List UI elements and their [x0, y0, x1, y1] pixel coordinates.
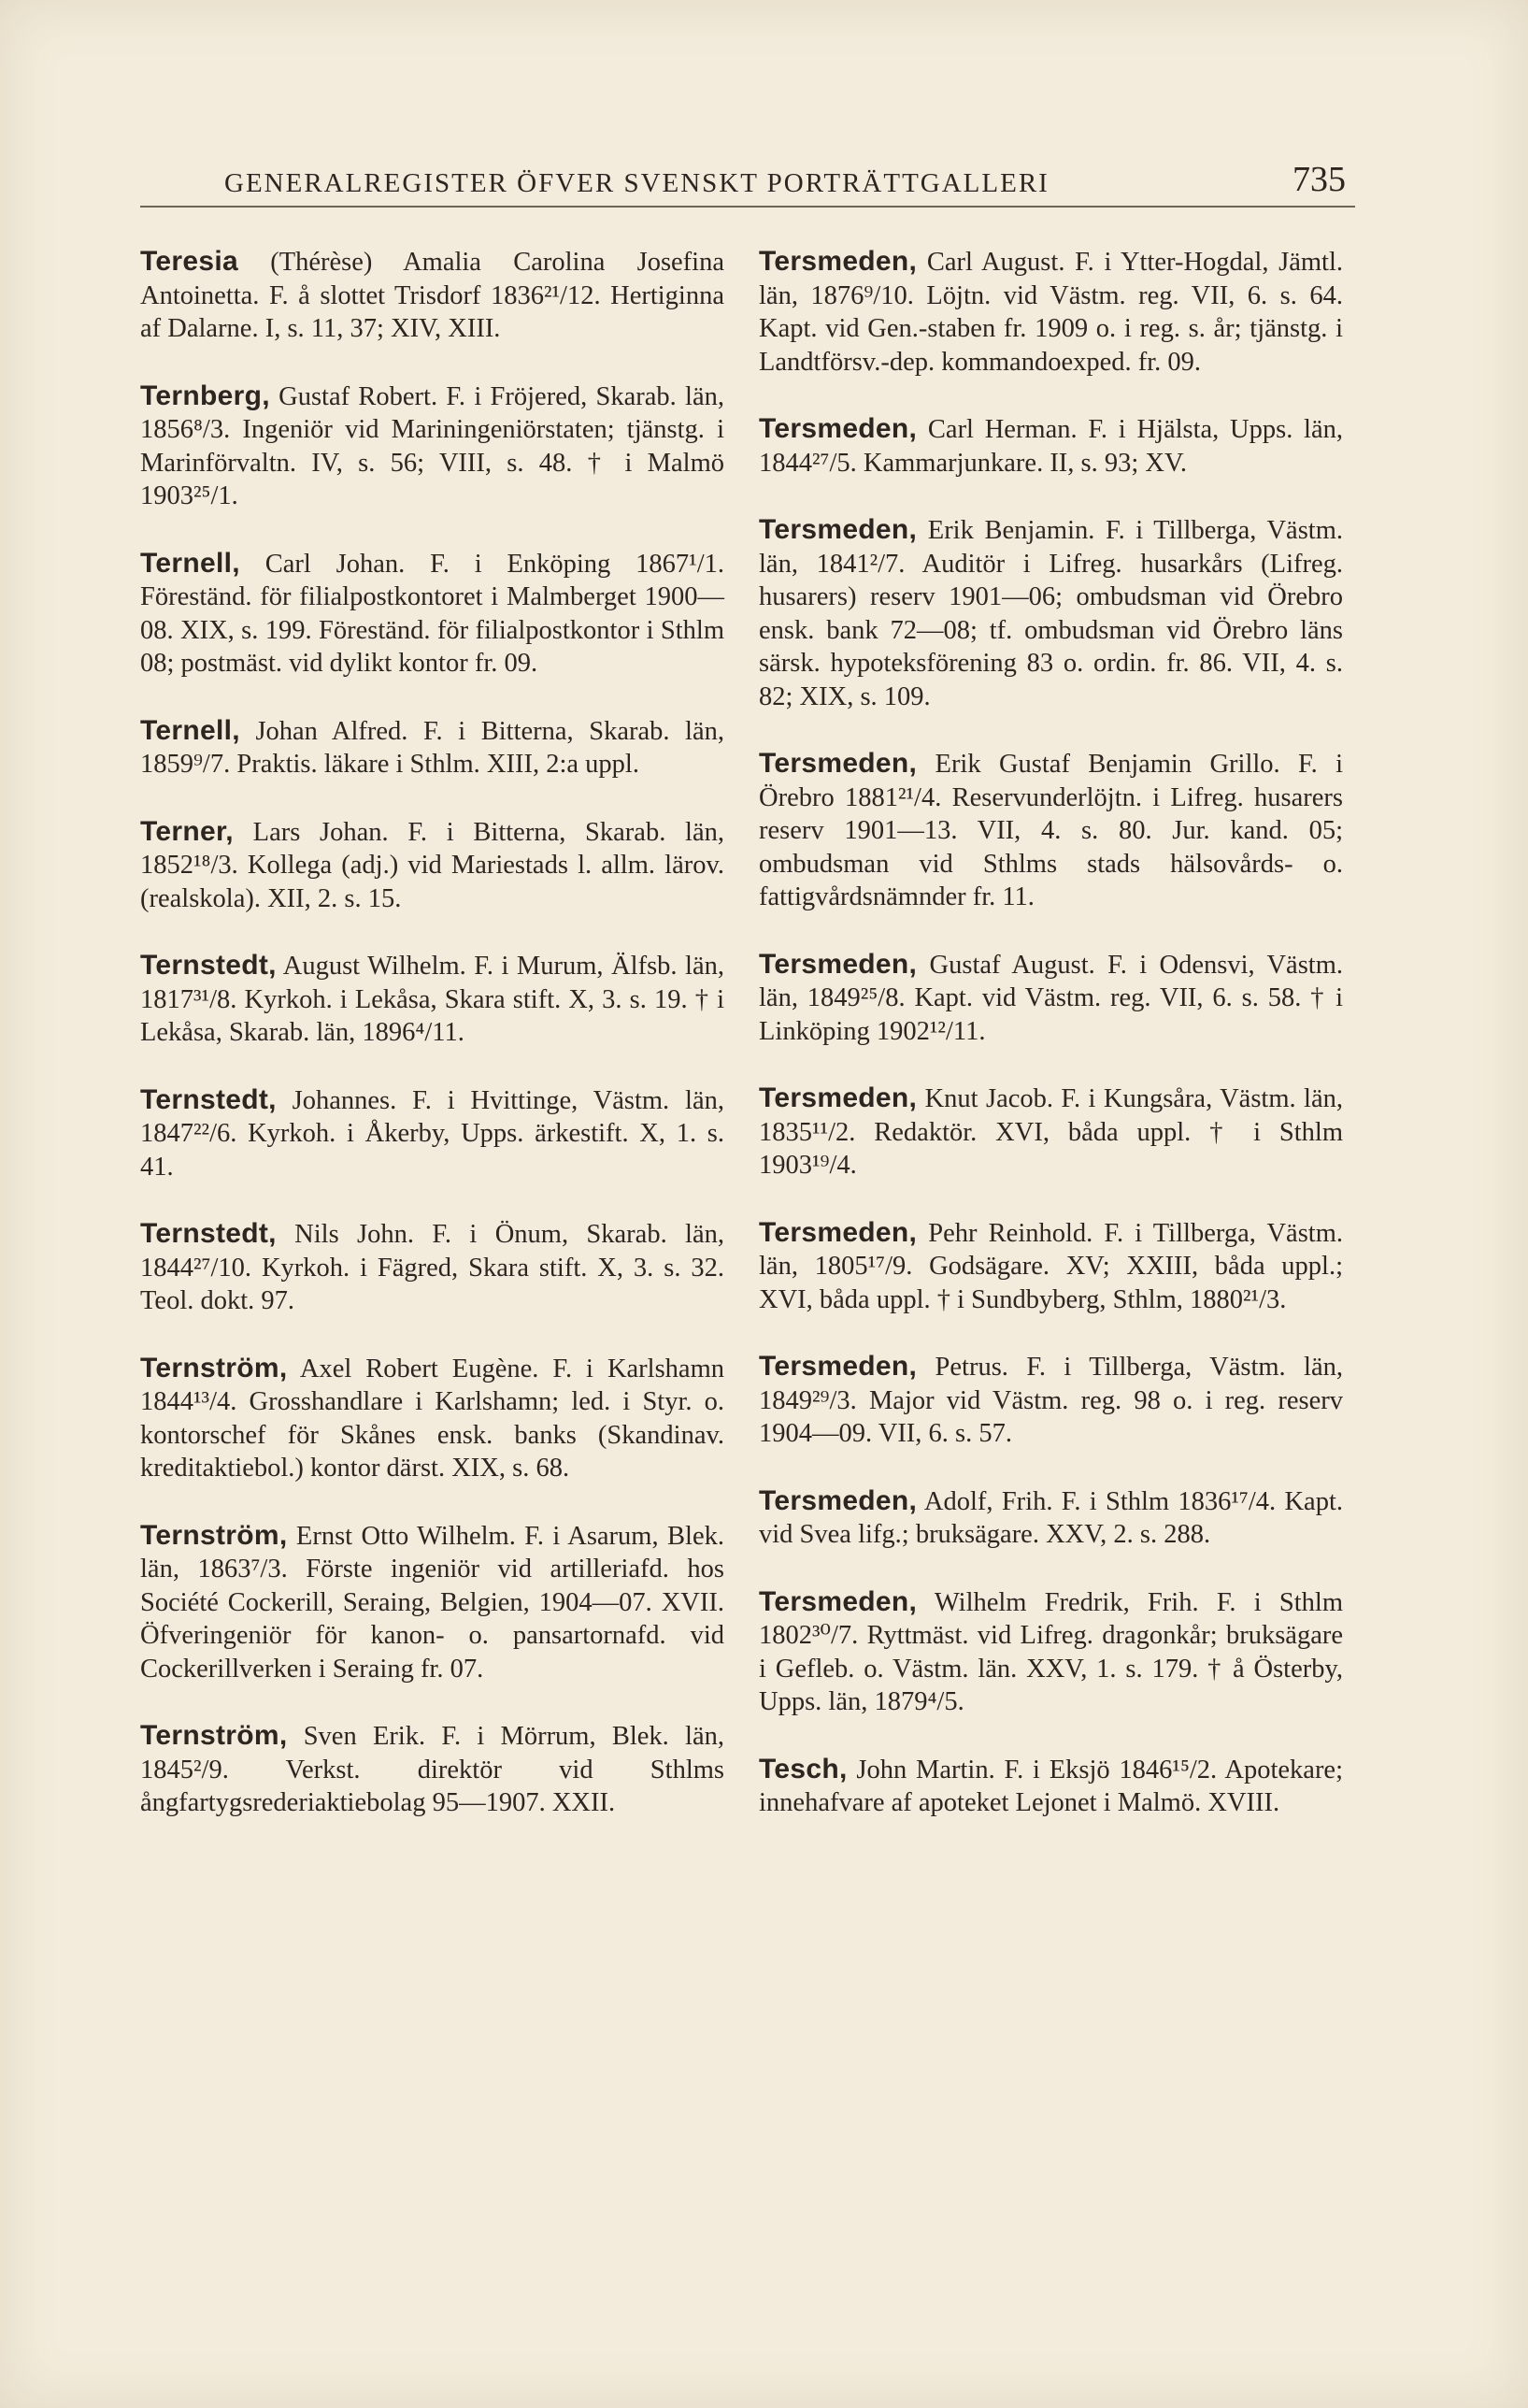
entry-name: Ternell,	[140, 547, 240, 579]
register-entry	[759, 1753, 1343, 1820]
register-entry	[759, 1484, 1343, 1552]
entry-name: Tesch,	[759, 1753, 848, 1784]
entry-name: Tersmeden,	[759, 948, 918, 980]
entry-text: Carl Herman. F. i Hjälsta, Upps. län, 1844²⁷/5. Kammarjunkare. II, s. 93; XV.	[759, 415, 1343, 478]
entry-text: August Wilhelm. F. i Murum, Älfsb. län, 1817³¹/8. Kyrkoh. i Lekåsa, Skara stift. X, 3. s. 19. † i Lekåsa, Skarab. län, 1896⁴/11.	[140, 952, 724, 1047]
entry-text: Lars Johan. F. i Bitterna, Skarab. län, 1852¹⁸/3. Kollega (adj.) vid Mariestads l. allm. lärov. (realskola). XII, 2. s. 15.	[140, 817, 724, 913]
entry-text: Johannes. F. i Hvittinge, Västm. län, 1847²²/6. Kyrkoh. i Åkerby, Upps. ärkestift. X, 1. s. 41.	[140, 1085, 724, 1182]
register-entry	[140, 714, 724, 781]
header-rule	[140, 206, 1355, 208]
register-entry	[140, 1519, 724, 1686]
entry-name: Tersmeden,	[759, 1585, 918, 1617]
register-entry	[140, 547, 724, 681]
register-entry	[140, 380, 724, 513]
entry-text: Erik Benjamin. F. i Tillberga, Västm. län, 1841²/7. Auditör i Lifreg. husarkårs (Lifreg. husarers) reserv 1901—06; ombudsman vid Örebro ensk. bank 72—08; tf. ombudsman vid Örebro läns särsk. hypoteksförening 83 o. ordin. fr. 86. VII, 4. s. 82; XIX, s. 109.	[759, 516, 1343, 711]
entry-name: Ternström,	[140, 1519, 288, 1551]
entry-text: Carl August. F. i Ytter-Hogdal, Jämtl. län, 1876⁹/10. Löjtn. vid Västm. reg. VII, 6. s. 64. Kapt. vid Gen.-staben fr. 1909 o. i reg. s. år; tjänstg. i Landtförsv.-dep. kommandoexped. fr. 09.	[759, 248, 1343, 377]
entry-name: Terner,	[140, 815, 234, 847]
entry-text: Pehr Reinhold. F. i Tillberga, Västm. län, 1805¹⁷/9. Godsägare. XV; XXIII, båda uppl.; XVI, båda uppl. † i Sundbyberg, Sthlm, 1880²¹/3.	[759, 1218, 1343, 1314]
entry-name: Ternberg,	[140, 380, 270, 411]
entry-text: Johan Alfred. F. i Bitterna, Skarab. län, 1859⁹/7. Praktis. läkare i Sthlm. XIII, 2:a uppl.	[140, 716, 724, 779]
entry-text: Petrus. F. i Tillberga, Västm. län, 1849²⁹/3. Major vid Västm. reg. 98 o. i reg. reserv 1904—09. VII, 6. s. 57.	[759, 1353, 1343, 1448]
entry-name: Ternström,	[140, 1720, 288, 1751]
entry-text: (Thérèse) Amalia Carolina Josefina Antoinetta. F. å slottet Trisdorf 1836²¹/12. Hertiginna af Dalarne. I, s. 11, 37; XIV, XIII.	[140, 248, 724, 343]
register-entry	[140, 1217, 724, 1318]
entry-text: Knut Jacob. F. i Kungsåra, Västm. län, 1835¹¹/2. Redaktör. XVI, båda uppl. † i Sthlm 1903¹⁹/4.	[759, 1084, 1343, 1180]
entry-name: Tersmeden,	[759, 1216, 918, 1248]
page-number: 735	[1292, 160, 1346, 199]
entry-text: Sven Erik. F. i Mörrum, Blek. län, 1845²/9. Verkst. direktör vid Sthlms ångfartygsrederiaktiebolag 95—1907. XXII.	[140, 1722, 724, 1817]
entry-name: Tersmeden,	[759, 1351, 918, 1382]
entry-text: Adolf, Frih. F. i Sthlm 1836¹⁷/4. Kapt. vid Svea lifg.; bruksägare. XXV, 2. s. 288.	[759, 1486, 1343, 1549]
entry-text: Ernst Otto Wilhelm. F. i Asarum, Blek. län, 1863⁷/3. Förste ingeniör vid artilleriafd. hos Société Cockerill, Seraing, Belgien, 1904—07. XVII. Öfveringeniör för kanon- o. pansartornafd. vid Cockerillverken i Seraing fr. 07.	[140, 1521, 724, 1684]
entry-name: Tersmeden,	[759, 1082, 918, 1113]
running-head: GENERALREGISTER ÖFVER SVENSKT PORTRÄTTGALLERI	[224, 168, 1050, 198]
register-entry	[140, 1352, 724, 1485]
entry-name: Tersmeden,	[759, 246, 918, 277]
entry-name: Ternstedt,	[140, 950, 277, 981]
register-entry	[759, 1585, 1343, 1719]
entry-text: Gustaf Robert. F. i Fröjered, Skarab. län, 1856⁸/3. Ingeniör vid Mariningeniörstaten; tjänstg. i Marinförvaltn. IV, s. 56; VIII, s. 48. † i Malmö 1903²⁵/1.	[140, 381, 724, 510]
left-column	[140, 245, 724, 1854]
right-column	[759, 245, 1343, 1854]
entry-text: Nils John. F. i Önum, Skarab. län, 1844²⁷/10. Kyrkoh. i Fägred, Skara stift. X, 3. s. 32. Teol. dokt. 97.	[140, 1220, 724, 1315]
entry-name: Teresia	[140, 246, 238, 277]
entry-text: Gustaf August. F. i Odensvi, Västm. län, 1849²⁵/8. Kapt. vid Västm. reg. VII, 6. s. 58. † i Linköping 1902¹²/11.	[759, 950, 1343, 1046]
entry-name: Tersmeden,	[759, 1484, 918, 1516]
entry-name: Tersmeden,	[759, 748, 918, 779]
register-entry	[759, 948, 1343, 1049]
page-header	[140, 157, 1355, 213]
entry-name: Tersmeden,	[759, 514, 918, 545]
entry-name: Ternstedt,	[140, 1083, 277, 1115]
register-entry	[140, 1083, 724, 1184]
register-entry	[759, 1350, 1343, 1451]
entry-name: Tersmeden,	[759, 413, 918, 444]
register-entry	[140, 1719, 724, 1820]
register-entry	[759, 747, 1343, 914]
entry-text: Carl Johan. F. i Enköping 1867¹/1. Föreständ. för filialpostkontoret i Malmberget 1900—08. XIX, s. 199. Föreständ. för filialpostkontor i Sthlm 08; postmäst. vid dylikt kontor fr. 09.	[140, 549, 724, 678]
register-entry	[759, 245, 1343, 379]
entry-name: Ternstedt,	[140, 1218, 277, 1249]
entry-name: Ternström,	[140, 1352, 288, 1383]
entry-name: Ternell,	[140, 714, 240, 746]
entry-text: John Martin. F. i Eksjö 1846¹⁵/2. Apotekare; innehafvare af apoteket Lejonet i Malmö. XVIII.	[759, 1755, 1343, 1817]
register-entry	[140, 949, 724, 1050]
entry-text: Axel Robert Eugène. F. i Karlshamn 1844¹³/4. Grosshandlare i Karlshamn; led. i Styr. o. kontorschef för Skånes ensk. banks (Skandinav. kreditaktiebol.) kontor därst. XIX, s. 68.	[140, 1354, 724, 1483]
register-entry	[759, 1216, 1343, 1317]
register-entry	[759, 513, 1343, 713]
register-entry	[140, 815, 724, 916]
entry-text: Erik Gustaf Benjamin Grillo. F. i Örebro 1881²¹/4. Reservunderlöjtn. i Lifreg. husarers reserv 1901—13. VII, 4. s. 80. Jur. kand. 05; ombudsman vid Sthlms stads hälsovårds- o. fattigvårdsnämnder fr. 11.	[759, 750, 1343, 911]
register-entry	[759, 1082, 1343, 1182]
register-entry	[140, 245, 724, 346]
register-entry	[759, 412, 1343, 480]
entry-text: Wilhelm Fredrik, Frih. F. i Sthlm 1802³⁰/7. Ryttmäst. vid Lifreg. dragonkår; bruksägare i Gefleb. o. Västm. län. XXV, 1. s. 179. † å Österby, Upps. län, 1879⁴/5.	[759, 1587, 1343, 1716]
